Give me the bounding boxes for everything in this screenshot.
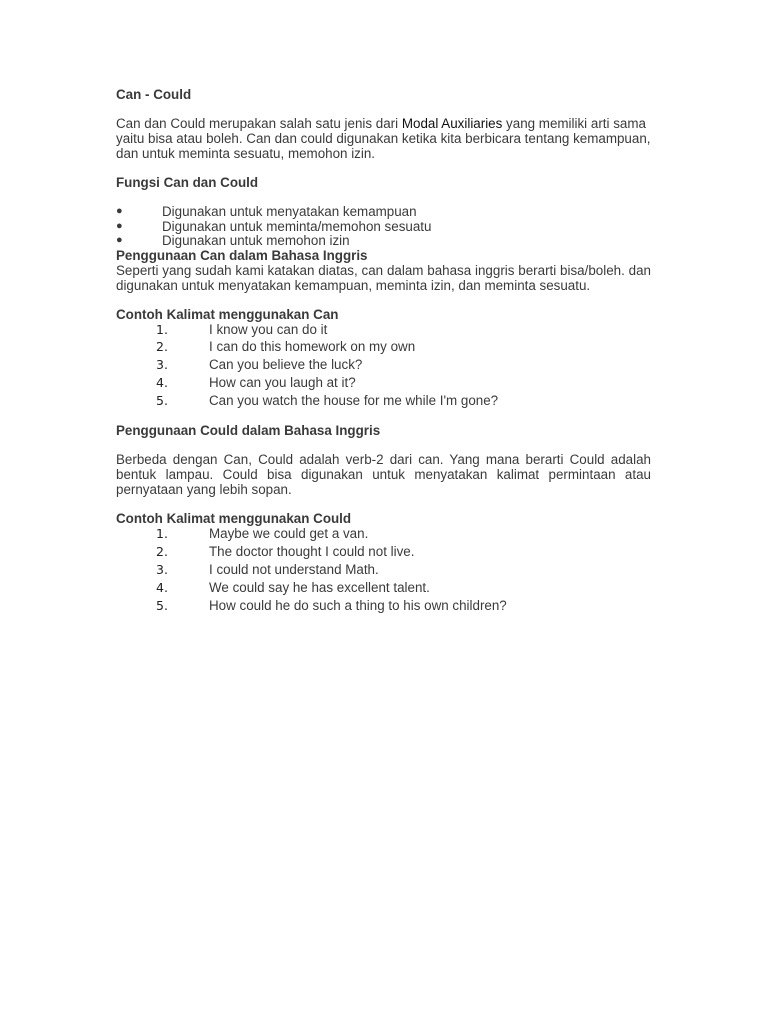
list-item-text: How can you laugh at it? bbox=[209, 374, 356, 390]
fungsi-list bbox=[116, 204, 651, 248]
bullet-icon: ● bbox=[116, 205, 123, 217]
penggunaan-can-heading: Penggunaan Can dalam Bahasa Inggris bbox=[116, 247, 368, 263]
list-number: 4. bbox=[156, 374, 168, 390]
list-item-text: I can do this homework on my own bbox=[209, 339, 416, 355]
list-number: 5. bbox=[156, 597, 168, 613]
list-item-text: I could not understand Math. bbox=[209, 562, 379, 578]
list-item bbox=[116, 598, 651, 616]
list-item bbox=[116, 526, 651, 544]
fungsi-heading: Fungsi Can dan Could bbox=[116, 175, 259, 190]
list-item bbox=[116, 544, 651, 562]
list-item-text: Can you watch the house for me while I'm gone? bbox=[209, 392, 499, 408]
penggunaan-could-heading: Penggunaan Could dalam Bahasa Inggris bbox=[116, 423, 381, 439]
list-item bbox=[116, 562, 651, 580]
contoh-can-heading: Contoh Kalimat menggunakan Can bbox=[116, 306, 339, 322]
list-item bbox=[116, 357, 651, 375]
list-item-text: The doctor thought I could not live. bbox=[209, 544, 415, 560]
list-item-text: We could say he has excellent talent. bbox=[209, 579, 430, 595]
bullet-icon: ● bbox=[116, 219, 123, 232]
penggunaan-could-paragraph: Berbeda dengan Can, Could adalah verb-2 dari can. Yang mana berarti Could adalah bentuk lampau. Could bisa digunakan untuk menyatakan kalimat permintaan atau pernyataan yang lebih sopan. bbox=[116, 452, 651, 498]
contoh-could-heading: Contoh Kalimat menggunakan Could bbox=[116, 511, 352, 527]
list-item-text: How could he do such a thing to his own children? bbox=[209, 597, 507, 613]
list-item bbox=[116, 204, 651, 219]
list-number: 1. bbox=[156, 526, 168, 542]
document-page bbox=[116, 87, 651, 615]
list-item-text: Digunakan untuk meminta/memohon sesuatu bbox=[162, 218, 432, 234]
penggunaan-can-paragraph: Seperti yang sudah kami katakan diatas, can dalam bahasa inggris berarti bisa/boleh. dan digunakan untuk menyatakan kemampuan, meminta izin, dan meminta sesuatu. bbox=[116, 262, 651, 293]
intro-paragraph bbox=[116, 116, 651, 161]
contoh-can-list bbox=[116, 322, 651, 411]
list-number: 2. bbox=[156, 544, 168, 560]
contoh-could-list bbox=[116, 526, 651, 615]
list-item bbox=[116, 393, 651, 411]
list-item bbox=[116, 219, 651, 234]
list-item bbox=[116, 339, 651, 357]
list-item-text: Digunakan untuk menyatakan kemampuan bbox=[162, 204, 417, 219]
bullet-icon: ● bbox=[116, 234, 123, 246]
list-number: 3. bbox=[156, 562, 168, 578]
document-title: Can - Could bbox=[116, 87, 192, 102]
list-number: 3. bbox=[156, 357, 168, 373]
list-item bbox=[116, 233, 651, 248]
list-item-text: I know you can do it bbox=[209, 321, 328, 337]
list-item-text: Digunakan untuk memohon izin bbox=[162, 233, 350, 248]
list-number: 1. bbox=[156, 321, 168, 337]
intro-text-end: yang memiliki arti sama yaitu bisa atau boleh. Can dan could digunakan ketika kita berbicara tentang kemampuan, dan untuk meminta sesuatu, memohon izin. bbox=[116, 116, 651, 161]
list-item-text: Can you believe the luck? bbox=[209, 357, 363, 373]
list-number: 5. bbox=[156, 392, 168, 408]
intro-text-start: Can dan Could merupakan salah satu jenis dari bbox=[116, 116, 402, 131]
modal-auxiliaries-link[interactable]: Modal Auxiliaries bbox=[401, 116, 503, 131]
list-item-text: Maybe we could get a van. bbox=[209, 526, 369, 542]
list-item bbox=[116, 322, 651, 340]
list-item bbox=[116, 580, 651, 598]
list-number: 2. bbox=[156, 339, 168, 355]
list-number: 4. bbox=[156, 579, 168, 595]
list-item bbox=[116, 375, 651, 393]
